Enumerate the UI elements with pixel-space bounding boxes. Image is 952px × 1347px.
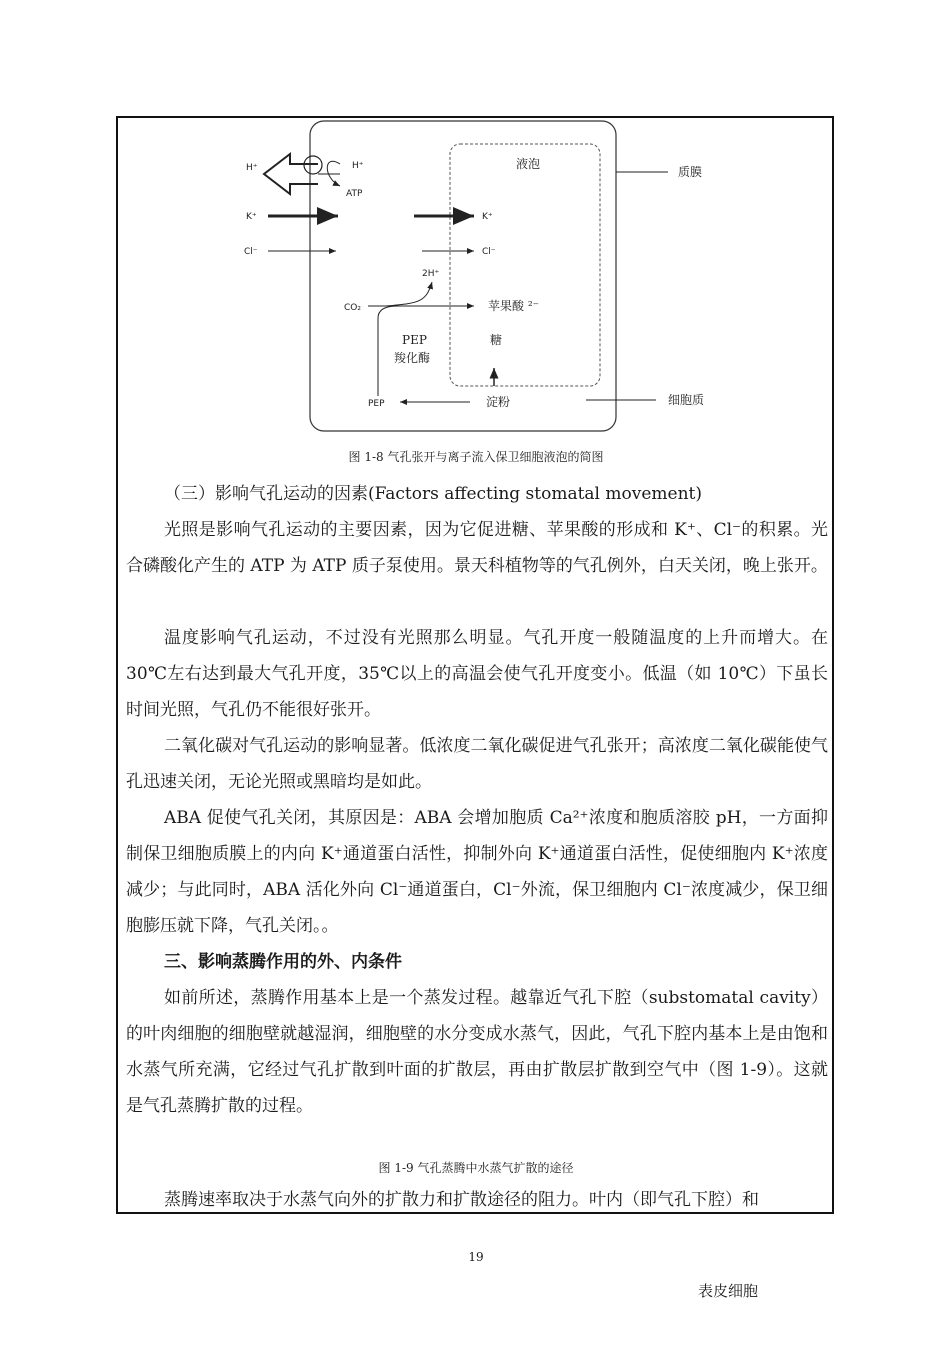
label-vacuole: 液泡 <box>516 157 541 171</box>
figure-1-9-caption: 图 1-9 气孔蒸腾中水蒸气扩散的途径 <box>378 1161 574 1175</box>
paragraph-light: 光照是影响气孔运动的主要因素，因为它促进糖、苹果酸的形成和 K⁺、Cl⁻的积累。光合磷酸化产生的 ATP 为 ATP 质子泵使用。景天科植物等的气孔例外，白天关闭，晚上张开。 <box>126 520 828 576</box>
figure-1-8-caption: 图 1-8 气孔张开与离子流入保卫细胞液泡的简图 <box>348 450 604 464</box>
label-pep-enzyme-1: PEP <box>402 333 427 347</box>
figure-stomata-diagram <box>118 118 834 448</box>
label-starch: 淀粉 <box>486 395 511 409</box>
paragraph-aba: ABA 促使气孔关闭，其原因是：ABA 会增加胞质 Ca²⁺浓度和胞质溶胶 pH，一方面抑制保卫细胞质膜上的内向 K⁺通道蛋白活性，抑制外向 K⁺通道蛋白活性，促使细胞内 K⁺浓度减少；与此同时，ABA 活化外向 Cl⁻通道蛋白，Cl⁻外流，保卫细胞内 Cl⁻浓度减少，保卫细胞膨压就下降，气孔关闭。。 <box>126 808 828 936</box>
page-number: 19 <box>468 1250 484 1264</box>
label-h-out: H⁺ <box>246 163 258 173</box>
label-malate: 苹果酸 ²⁻ <box>488 299 539 313</box>
label-co2: CO₂ <box>344 303 361 313</box>
vacuole-outline <box>450 144 600 386</box>
label-plasma-membrane: 质膜 <box>678 165 703 179</box>
label-cl-in: Cl⁻ <box>482 247 496 257</box>
label-k-in: K⁺ <box>482 212 493 222</box>
footer-label: 表皮细胞 <box>698 1282 759 1300</box>
paragraph-transpiration-rate: 蒸腾速率取决于水蒸气向外的扩散力和扩散途径的阻力。叶内（即气孔下腔）和 <box>164 1190 759 1210</box>
label-2h: 2H⁺ <box>422 269 440 279</box>
label-k-out: K⁺ <box>246 212 257 222</box>
label-pep: PEP <box>368 399 385 409</box>
label-sugar: 糖 <box>490 333 503 347</box>
stomata-diagram <box>118 118 834 448</box>
page-frame <box>116 116 834 1214</box>
label-cl-out: Cl⁻ <box>244 247 258 257</box>
section-heading: 三、影响蒸腾作用的外、内条件 <box>164 952 402 972</box>
label-cytoplasm: 细胞质 <box>668 393 705 407</box>
label-h-in: H⁺ <box>352 161 364 171</box>
paragraph-transpiration: 如前所述，蒸腾作用基本上是一个蒸发过程。越靠近气孔下腔（substomatal cavity）的叶肉细胞的细胞壁就越湿润，细胞壁的水分变成水蒸气，因此，气孔下腔内基本上是由饱和水蒸气所充满，它经过气孔扩散到叶面的扩散层，再由扩散层扩散到空气中（图 1-9）。这就是气孔蒸腾扩散的过程。 <box>126 988 828 1116</box>
label-pep-enzyme-2: 羧化酶 <box>394 351 431 365</box>
paragraph-temperature: 温度影响气孔运动，不过没有光照那么明显。气孔开度一般随温度的上升而增大。在 30℃左右达到最大气孔开度，35℃以上的高温会使气孔开度变小。低温（如 10℃）下虽长时间光照，气孔仍不能很好张开。 <box>126 628 828 720</box>
label-atp: ATP <box>346 189 363 199</box>
paragraph-co2: 二氧化碳对气孔运动的影响显著。低浓度二氧化碳促进气孔张开；高浓度二氧化碳能使气孔迅速关闭，无论光照或黑暗均是如此。 <box>126 736 828 792</box>
section-3-title: （三）影响气孔运动的因素(Factors affecting stomatal movement) <box>164 484 703 504</box>
